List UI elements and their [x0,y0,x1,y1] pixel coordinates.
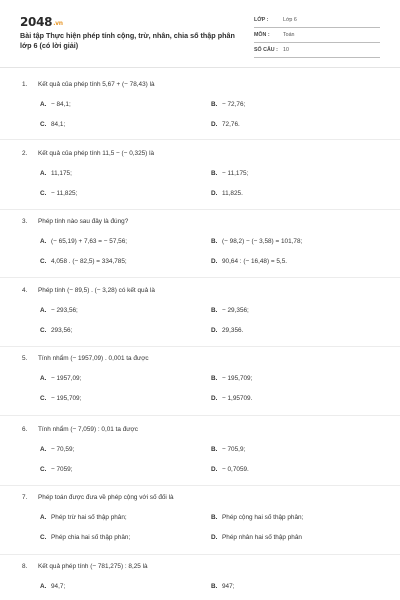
option-letter: C. [40,327,47,334]
option-text: − 705,9; [222,446,246,453]
option-letter: B. [211,583,218,590]
option-b[interactable] [211,101,245,108]
option-letter: A. [40,170,47,177]
option-d[interactable] [211,327,243,334]
option-c[interactable] [40,466,73,473]
option-letter: B. [211,514,218,521]
option-text: − 195,709; [51,395,82,402]
question-text: Kết quả phép tính (− 781,275) : 8,25 là [38,563,148,570]
logo-main: 2048 [20,15,53,29]
question-separator [0,415,400,416]
option-b[interactable] [211,514,303,521]
option-text: 947; [222,583,235,590]
option-letter: C. [40,258,47,265]
option-text: (− 98,2) − (− 3,58) = 101,78; [222,238,303,245]
question-number: 8. [22,563,28,570]
option-c[interactable] [40,121,65,128]
option-text: 11,175; [51,170,72,177]
option-text: − 11,175; [222,170,249,177]
meta-value: Lớp 6 [283,17,297,23]
option-d[interactable] [211,466,249,473]
option-letter: D. [211,534,218,541]
option-text: Phép nhân hai số thập phân [222,534,302,541]
option-text: − 7059; [51,466,73,473]
option-text: Phép trừ hai số thập phân; [51,514,127,521]
option-letter: A. [40,583,47,590]
question-text: Phép tính nào sau đây là đúng? [38,218,129,225]
option-text: − 72,76; [222,101,246,108]
question-number: 2. [22,150,28,157]
question-text: Kết quả của phép tính 11,5 − (− 0,325) là [38,150,155,157]
question-stem [22,81,155,88]
option-letter: A. [40,307,47,314]
option-letter: D. [211,258,218,265]
option-c[interactable] [40,258,127,265]
option-text: − 293,56; [51,307,78,314]
option-a[interactable] [40,307,78,314]
meta-row-class [254,14,380,28]
question-number: 7. [22,494,28,501]
option-letter: C. [40,466,47,473]
option-letter: B. [211,170,218,177]
question-separator [0,485,400,486]
question-stem [22,287,155,294]
option-letter: C. [40,190,47,197]
question-number: 3. [22,218,28,225]
meta-key: SỐ CÂU : [254,47,278,53]
option-b[interactable] [211,307,249,314]
question-stem [22,563,148,570]
option-text: − 195,709; [222,375,253,382]
option-letter: D. [211,466,218,473]
logo[interactable] [20,15,63,29]
meta-row-subject [254,29,380,43]
page-header [0,0,400,62]
meta-table [254,14,380,59]
option-b[interactable] [211,375,252,382]
question-text: Phép toán được đưa về phép cộng với số đối là [38,494,174,501]
option-a[interactable] [40,375,81,382]
option-text: 90,64 : (− 16,48) = 5,5. [222,258,288,265]
option-text: − 84,1; [51,101,71,108]
header-divider [0,67,400,68]
option-letter: A. [40,514,47,521]
option-letter: A. [40,238,47,245]
option-b[interactable] [211,170,248,177]
question-text: Tính nhẩm (− 1957,09) . 0,001 ta được [38,355,149,362]
option-text: 94,7; [51,583,66,590]
logo-suffix: .vn [53,20,63,27]
question-separator [0,277,400,278]
option-text: 11,825. [222,190,243,197]
option-text: − 1957,09; [51,375,82,382]
question-number: 5. [22,355,28,362]
meta-value: Toán [283,32,295,38]
option-c[interactable] [40,327,72,334]
option-text: − 70,59; [51,446,75,453]
option-text: 29,356. [222,327,244,334]
option-letter: C. [40,534,47,541]
option-text: 4,058 . (− 82,5) = 334,785; [51,258,127,265]
question-number: 6. [22,426,28,433]
option-a[interactable] [40,101,71,108]
question-separator [0,554,400,555]
option-text: 72,76. [222,121,240,128]
option-d[interactable] [211,258,287,265]
option-letter: D. [211,190,218,197]
option-a[interactable] [40,238,127,245]
option-a[interactable] [40,514,127,521]
question-stem [22,426,138,433]
question-stem [22,150,154,157]
meta-key: LỚP : [254,17,269,23]
option-d[interactable] [211,121,240,128]
option-a[interactable] [40,170,72,177]
question-number: 4. [22,287,28,294]
option-a[interactable] [40,583,65,590]
option-text: 293,56; [51,327,73,334]
option-c[interactable] [40,395,81,402]
option-d[interactable] [211,395,252,402]
option-letter: B. [211,238,218,245]
page-title: Bài tập Thực hiện phép tính cộng, trừ, nhân, chia số thập phân lớp 6 (có lời giải) [20,31,235,50]
option-d[interactable] [211,534,302,541]
option-letter: B. [211,101,218,108]
option-b[interactable] [211,446,245,453]
option-b[interactable] [211,583,234,590]
option-text: Phép cộng hai số thập phân; [222,514,304,521]
option-text: − 1,95709. [222,395,253,402]
question-separator [0,346,400,347]
meta-value: 10 [283,47,289,53]
option-letter: D. [211,121,218,128]
option-text: − 29,356; [222,307,249,314]
question-separator [0,139,400,140]
question-stem [22,355,149,362]
question-separator [0,209,400,210]
option-text: − 11,825; [51,190,78,197]
option-text: − 0,7059. [222,466,249,473]
option-letter: A. [40,101,47,108]
question-number: 1. [22,81,28,88]
option-b[interactable] [211,238,302,245]
option-letter: A. [40,375,47,382]
option-letter: A. [40,446,47,453]
question-stem [22,494,174,501]
option-letter: B. [211,446,218,453]
option-letter: C. [40,121,47,128]
option-c[interactable] [40,534,130,541]
option-c[interactable] [40,190,77,197]
question-text: Phép tính (− 89,5) . (− 3,28) có kết quả là [38,287,155,294]
option-letter: B. [211,307,218,314]
meta-row-count [254,44,380,58]
question-stem [22,218,128,225]
option-d[interactable] [211,190,243,197]
option-letter: D. [211,327,218,334]
meta-key: MÔN : [254,32,270,38]
option-letter: C. [40,395,47,402]
option-letter: D. [211,395,218,402]
option-text: Phép chia hai số thập phân; [51,534,131,541]
question-text: Kết quả của phép tính 5,67 + (− 78,43) là [38,81,155,88]
option-a[interactable] [40,446,74,453]
option-text: (− 65,19) + 7,63 = − 57,56; [51,238,128,245]
option-text: 84,1; [51,121,66,128]
option-letter: B. [211,375,218,382]
question-text: Tính nhẩm (− 7,059) : 0,01 ta được [38,426,138,433]
